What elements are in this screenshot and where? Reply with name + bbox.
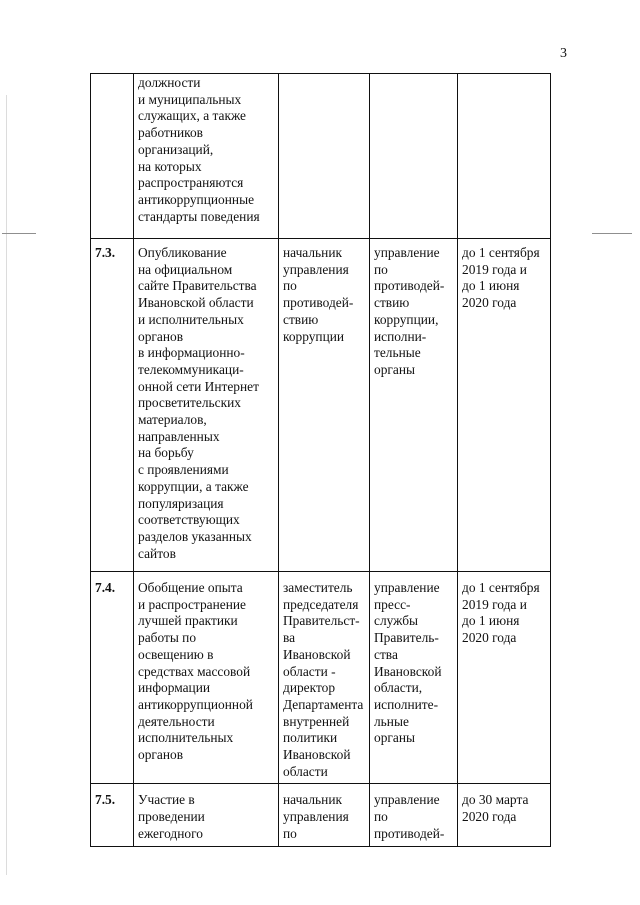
deadline-cell <box>458 572 551 784</box>
action-plan-table <box>90 73 551 847</box>
executors-cell <box>370 239 458 572</box>
table-row <box>91 572 551 784</box>
action-text: Участие в проведении ежегодного <box>138 792 205 841</box>
action-cell <box>134 784 279 846</box>
responsible-cell <box>279 572 370 784</box>
table-row <box>91 74 551 239</box>
deadline-text: до 1 сентября 2019 года и до 1 июня 2020 года <box>462 580 540 646</box>
deadline-text: до 1 сентября 2019 года и до 1 июня 2020 года <box>462 245 540 311</box>
executors-cell <box>370 784 458 846</box>
action-text: Опубликование на официальном сайте Правительства Ивановской области и исполнительных органов в информационно- телекоммуникаци- онной сети Интернет просветительских материалов, направленных на борьбу с проявлениями коррупции, а также популяризация соответствующих разделов указанных сайтов <box>138 245 259 561</box>
responsible-text: начальник управления по противодей- ствию коррупции <box>283 245 354 344</box>
item-number: 7.5. <box>91 784 134 846</box>
scan-margin-line <box>6 95 7 875</box>
page-number: 3 <box>560 46 567 61</box>
item-number: 7.3. <box>91 239 134 572</box>
responsible-cell <box>279 74 370 239</box>
executors-text: управление по противодей- <box>374 792 445 841</box>
deadline-cell <box>458 74 551 239</box>
executors-cell <box>370 74 458 239</box>
scan-margin-dash-right <box>592 233 632 234</box>
deadline-text: до 30 марта 2020 года <box>462 792 529 825</box>
action-cell <box>134 572 279 784</box>
action-cell <box>134 74 279 239</box>
item-number <box>91 74 134 239</box>
executors-text: управление пресс- службы Правитель- ства Ивановской области, исполните- льные органы <box>374 580 442 746</box>
action-text: Обобщение опыта и распространение лучшей практики работы по освещению в средствах массовой информации антикоррупционной деятельности исполнительных органов <box>138 580 253 763</box>
deadline-cell <box>458 784 551 846</box>
responsible-cell <box>279 239 370 572</box>
responsible-text: заместитель председателя Правительст- ва Ивановской области - директор Департамента внутренней политики Ивановской области <box>283 580 364 779</box>
deadline-cell <box>458 239 551 572</box>
item-number: 7.4. <box>91 572 134 784</box>
action-text: должности и муниципальных служащих, а также работников организаций, на которых распространяются антикоррупционные стандарты поведения <box>138 75 260 224</box>
responsible-text: начальник управления по <box>283 792 349 841</box>
action-cell <box>134 239 279 572</box>
executors-cell <box>370 572 458 784</box>
responsible-cell <box>279 784 370 846</box>
scan-margin-dash-left <box>2 233 36 234</box>
table-row <box>91 784 551 846</box>
table-row <box>91 239 551 572</box>
executors-text: управление по противодей- ствию коррупции, исполни- тельные органы <box>374 245 445 377</box>
